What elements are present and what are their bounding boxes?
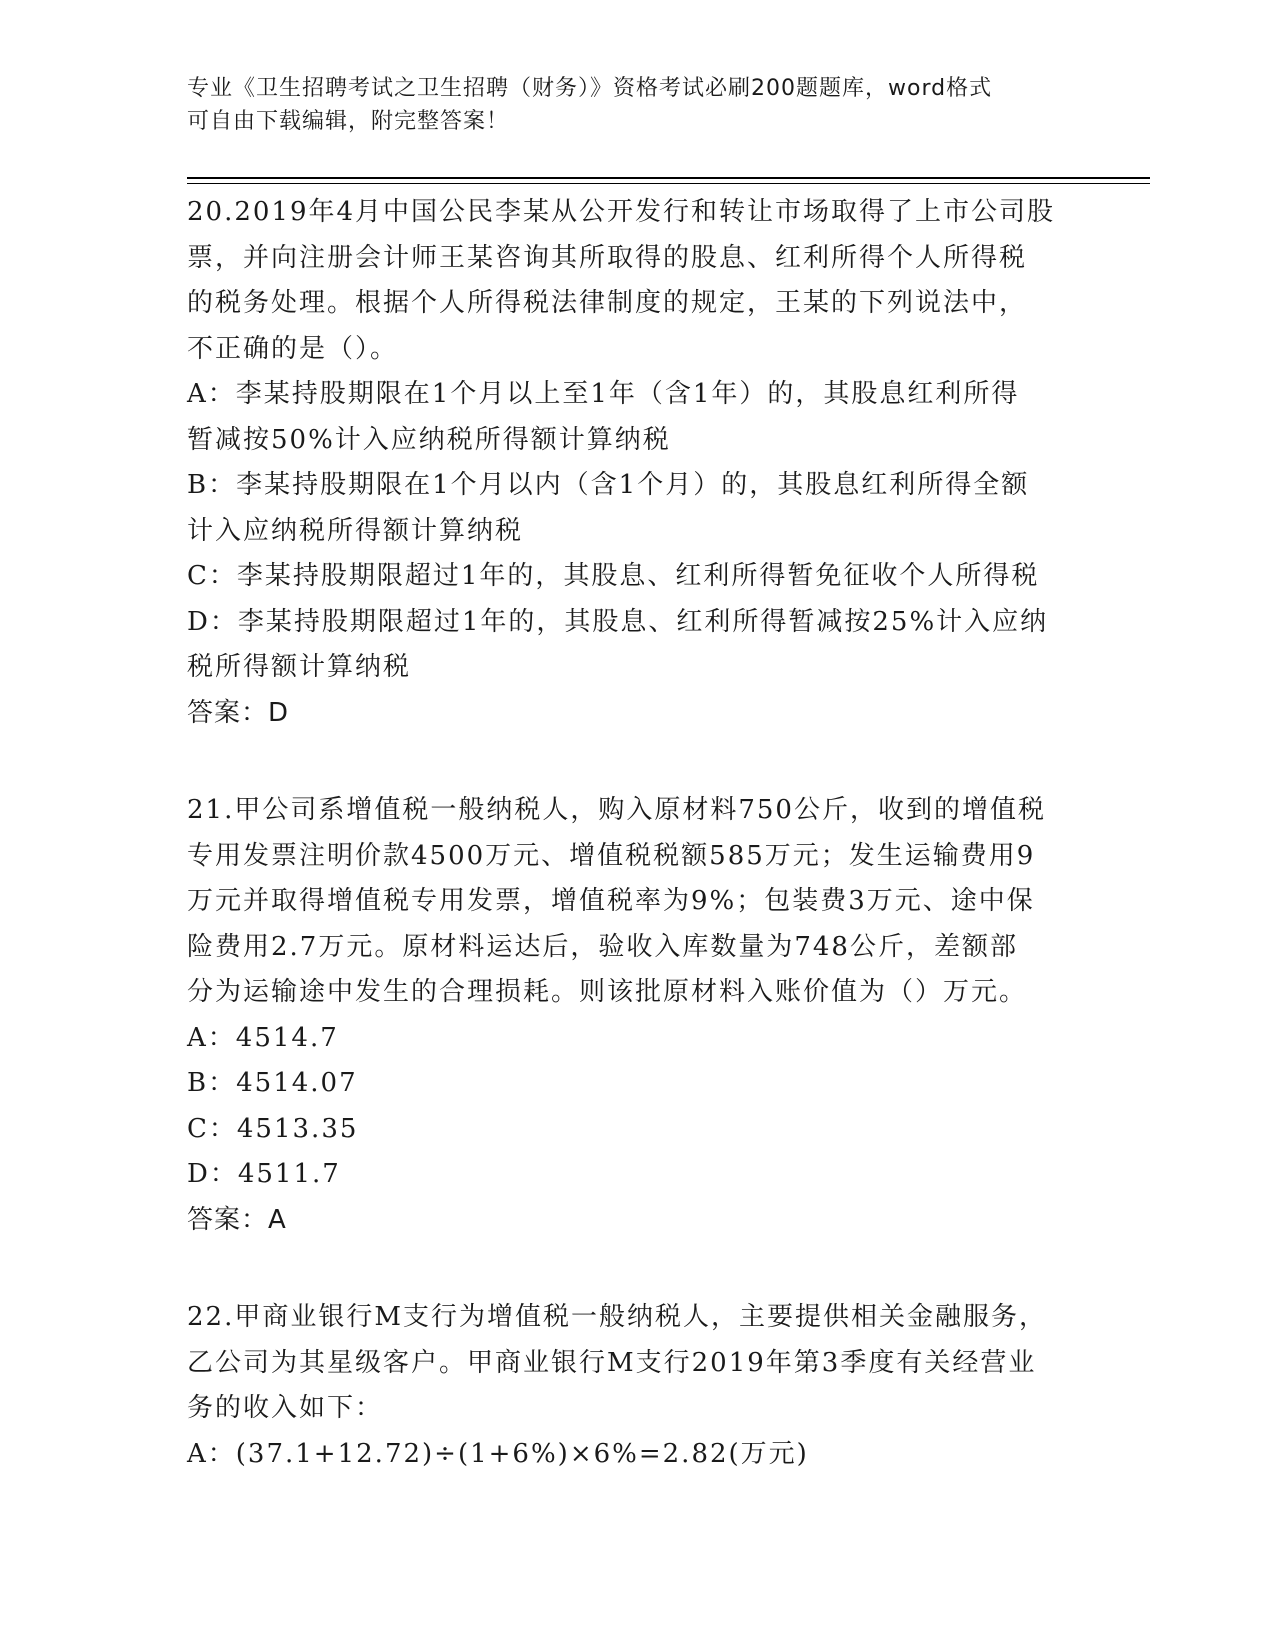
option-d [187,600,1087,691]
header-line-1: 专业《卫生招聘考试之卫生招聘（财务）》资格考试必刷200题题库，word格式 [187,76,993,101]
option-d [187,1152,1087,1198]
option-c [187,554,1087,600]
option-line: 暂减按50%计入应纳税所得额计算纳税 [187,424,671,455]
question-stem-line: 乙公司为其星级客户。甲商业银行M支行2019年第3季度有关经营业 [187,1347,1037,1378]
answer-21: 答案：A [187,1204,287,1235]
option-line: D：4511.7 [187,1159,341,1189]
question-20 [187,190,1087,691]
answer-20: 答案：D [187,697,290,728]
option-b [187,1061,1087,1107]
question-21 [187,788,1087,1198]
option-a [187,1432,1087,1478]
question-stem-line: 分为运输途中发生的合理损耗。则该批原材料入账价值为（）万元。 [187,977,1028,1007]
option-line: C：李某持股期限超过1年的，其股息、红利所得暂免征收个人所得税 [187,561,1040,591]
question-stem-line: 万元并取得增值税专用发票，增值税率为9%；包装费3万元、途中保 [187,886,1035,916]
option-line: 计入应纳税所得额计算纳税 [187,515,524,546]
header-divider-thick [187,177,1150,179]
option-line: A：4514.7 [187,1022,339,1053]
option-line: 税所得额计算纳税 [187,652,412,682]
question-stem-line: 的税务处理。根据个人所得税法律制度的规定，王某的下列说法中， [187,288,1028,318]
question-stem-line: 21.甲公司系增值税一般纳税人，购入原材料750公斤，收到的增值税 [187,795,1046,825]
option-c [187,1107,1087,1153]
question-stem-line: 票，并向注册会计师王某咨询其所取得的股息、红利所得个人所得税 [187,242,1028,273]
option-line: C：4513.35 [187,1113,359,1144]
header-line-2: 可自由下载编辑，附完整答案！ [187,109,510,134]
option-line: A：李某持股期限在1个月以上至1年（含1年）的，其股息红利所得 [187,379,1020,409]
option-line: D：李某持股期限超过1年的，其股息、红利所得暂减按25%计入应纳 [187,606,1049,637]
question-stem-line: 不正确的是（）。 [187,333,399,364]
question-list [187,190,1087,1477]
option-line: B：4514.07 [187,1068,358,1098]
question-stem-line: 20.2019年4月中国公民李某从公开发行和转让市场取得了上市公司股 [187,197,1056,227]
question-stem-line: 22.甲商业银行M支行为增值税一般纳税人，主要提供相关金融服务， [187,1302,1047,1332]
option-a [187,1016,1087,1062]
question-stem-line: 务的收入如下： [187,1393,384,1423]
option-a [187,372,1087,463]
question-stem-line: 专用发票注明价款4500万元、增值税税额585万元；发生运输费用9 [187,840,1036,871]
document-header [187,72,1087,138]
option-line: B：李某持股期限在1个月以内（含1个月）的，其股息红利所得全额 [187,470,1030,500]
question-22 [187,1295,1087,1477]
option-b [187,463,1087,554]
question-stem-line: 险费用2.7万元。原材料运达后，验收入库数量为748公斤，差额部 [187,931,1018,962]
header-divider-thin [187,183,1150,184]
option-line: A：(37.1+12.72)÷(1+6%)×6%=2.82(万元) [187,1438,809,1469]
